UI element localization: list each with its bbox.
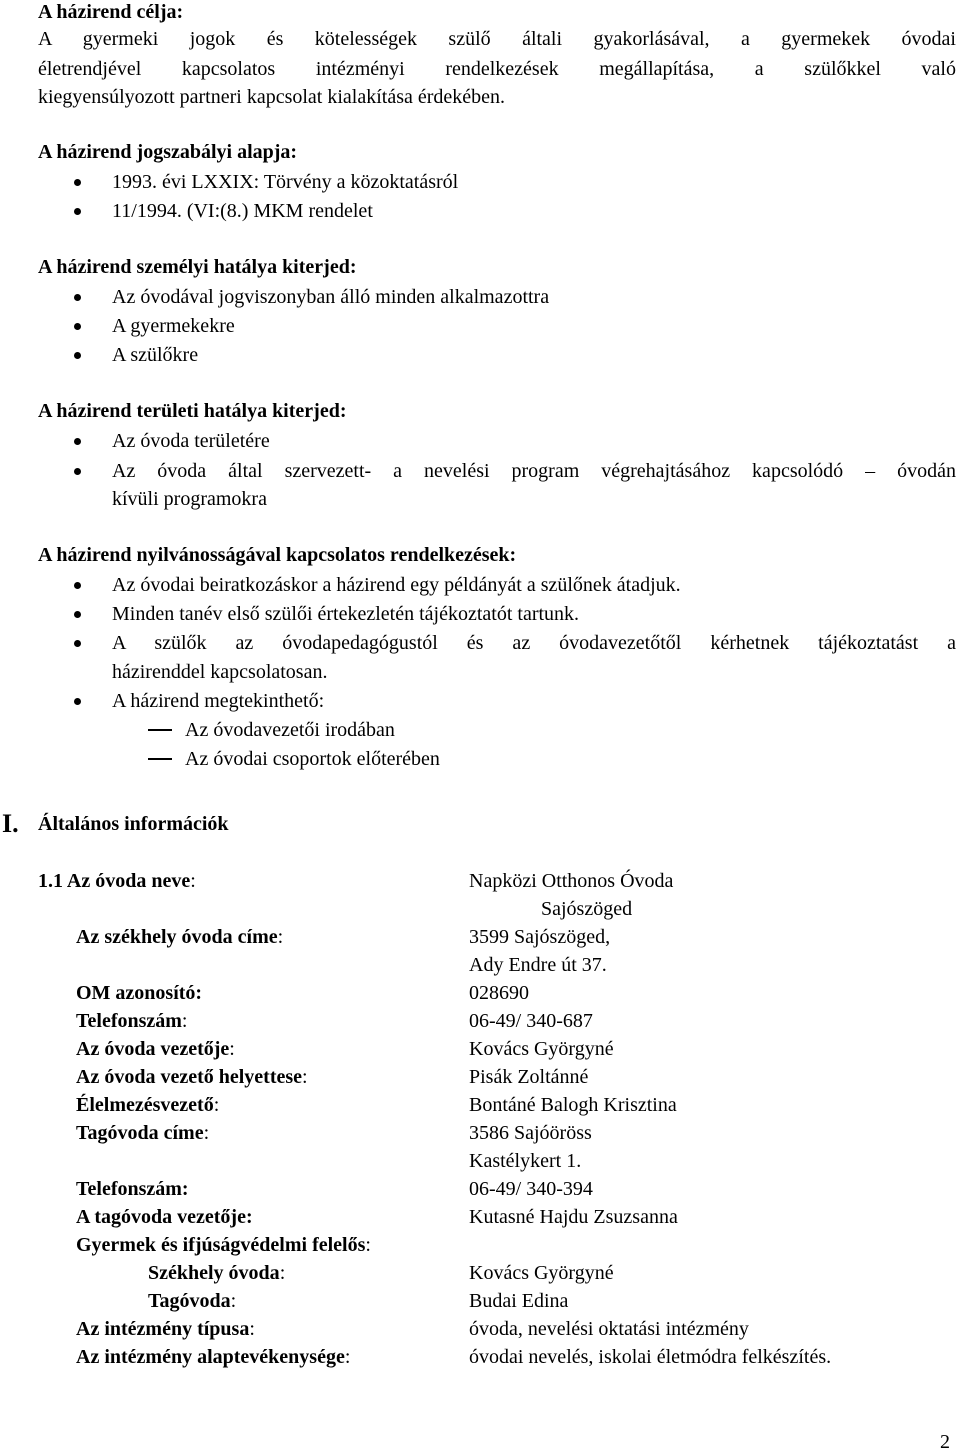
personal-scope-item: A gyermekekre xyxy=(112,315,235,337)
section-numeral: I. xyxy=(2,809,19,838)
publicity-subitem: Az óvodai csoportok előterében xyxy=(185,748,440,770)
publicity-heading: A házirend nyilvánosságával kapcsolatos rendelkezések: xyxy=(38,544,517,566)
bullet-icon xyxy=(74,352,81,359)
bullet-icon xyxy=(74,640,81,647)
info-label-branch: Tagóvoda címe: xyxy=(76,1122,210,1144)
info-label-deputy: Az óvoda vezető helyettese: xyxy=(76,1066,308,1088)
info-value-address: 3599 Sajószöged, xyxy=(469,926,611,948)
section-title: Általános információk xyxy=(38,813,229,835)
legal-basis-heading: A házirend jogszabályi alapja: xyxy=(38,141,298,163)
bullet-icon xyxy=(74,611,81,618)
bullet-icon xyxy=(74,468,81,475)
purpose-text-line-2: életrendjével kapcsolatos intézményi rendelkezések megállapítása, a szülőkkel való xyxy=(38,58,956,80)
purpose-text-line-3: kiegyensúlyozott partneri kapcsolat kialakítása érdekében. xyxy=(38,86,506,108)
legal-basis-item: 1993. évi LXXIX: Törvény a közoktatásról xyxy=(112,171,459,193)
info-label-child-protection: Gyermek és ifjúságvédelmi felelős: xyxy=(76,1234,371,1256)
info-value-name-line-2: Sajószöged xyxy=(541,898,633,920)
info-label-activity: Az intézmény alaptevékenysége: xyxy=(76,1346,351,1368)
info-label-head: Az óvoda vezetője: xyxy=(76,1038,235,1060)
info-value-seat: Kovács Györgyné xyxy=(469,1262,614,1284)
dash-icon xyxy=(148,729,172,731)
info-value-phone: 06-49/ 340-687 xyxy=(469,1010,593,1032)
info-label-branch-head: A tagóvoda vezetője: xyxy=(76,1206,253,1228)
bullet-icon xyxy=(74,582,81,589)
info-label-seat: Székhely óvoda: xyxy=(148,1262,286,1284)
personal-scope-item: Az óvodával jogviszonyban álló minden alkalmazottra xyxy=(112,286,550,308)
publicity-item-continued: házirenddel kapcsolatosan. xyxy=(112,661,328,683)
publicity-item: Az óvodai beiratkozáskor a házirend egy példányát a szülőnek átadjuk. xyxy=(112,574,681,596)
info-value-branch-line-2: Kastélykert 1. xyxy=(469,1150,582,1172)
info-label-branch-2: Tagóvoda: xyxy=(148,1290,237,1312)
info-value-branch: 3586 Sajóöröss xyxy=(469,1122,592,1144)
publicity-subitem: Az óvodavezetői irodában xyxy=(185,719,395,741)
territorial-scope-item-continued: kívüli programokra xyxy=(112,488,267,510)
bullet-icon xyxy=(74,294,81,301)
purpose-text-line-1: A gyermeki jogok és kötelességek szülő általi gyakorlásával, a gyermekek óvodai xyxy=(38,28,956,50)
info-label-address: Az székhely óvoda címe: xyxy=(76,926,284,948)
info-label-type: Az intézmény típusa: xyxy=(76,1318,255,1340)
personal-scope-heading: A házirend személyi hatálya kiterjed: xyxy=(38,256,357,278)
info-value-type: óvoda, nevelési oktatási intézmény xyxy=(469,1318,749,1340)
info-value-activity: óvodai nevelés, iskolai életmódra felkészítés. xyxy=(469,1346,832,1368)
info-label-om: OM azonosító: xyxy=(76,982,203,1004)
info-label-name: 1.1 Az óvoda neve: xyxy=(38,870,196,892)
bullet-icon xyxy=(74,323,81,330)
info-value-om: 028690 xyxy=(469,982,529,1004)
bullet-icon xyxy=(74,698,81,705)
publicity-item: Minden tanév első szülői értekezletén tájékoztatót tartunk. xyxy=(112,603,580,625)
legal-basis-item: 11/1994. (VI:(8.) MKM rendelet xyxy=(112,200,373,222)
territorial-scope-item: Az óvoda területére xyxy=(112,430,270,452)
info-label-branch-phone: Telefonszám: xyxy=(76,1178,189,1200)
bullet-icon xyxy=(74,179,81,186)
bullet-icon xyxy=(74,208,81,215)
bullet-icon xyxy=(74,438,81,445)
territorial-scope-item: Az óvoda által szervezett- a nevelési program végrehajtásához kapcsolódó – óvodán xyxy=(112,460,956,482)
page-number: 2 xyxy=(940,1431,950,1453)
purpose-heading: A házirend célja: xyxy=(38,1,184,23)
info-value-catering: Bontáné Balogh Krisztina xyxy=(469,1094,677,1116)
publicity-item: A szülők az óvodapedagógustól és az óvodavezetőtől kérhetnek tájékoztatást a xyxy=(112,632,956,654)
personal-scope-item: A szülőkre xyxy=(112,344,199,366)
info-value-name: Napközi Otthonos Óvoda xyxy=(469,870,674,892)
publicity-item: A házirend megtekinthető: xyxy=(112,690,325,712)
info-value-address-line-2: Ady Endre út 37. xyxy=(469,954,607,976)
info-value-branch-phone: 06-49/ 340-394 xyxy=(469,1178,593,1200)
info-value-branch-head: Kutasné Hajdu Zsuzsanna xyxy=(469,1206,678,1228)
info-value-branch-2: Budai Edina xyxy=(469,1290,569,1312)
info-value-deputy: Pisák Zoltánné xyxy=(469,1066,589,1088)
info-label-catering: Élelmezésvezető: xyxy=(76,1094,220,1116)
dash-icon xyxy=(148,758,172,760)
info-value-head: Kovács Györgyné xyxy=(469,1038,614,1060)
territorial-scope-heading: A házirend területi hatálya kiterjed: xyxy=(38,400,347,422)
info-label-phone: Telefonszám: xyxy=(76,1010,188,1032)
